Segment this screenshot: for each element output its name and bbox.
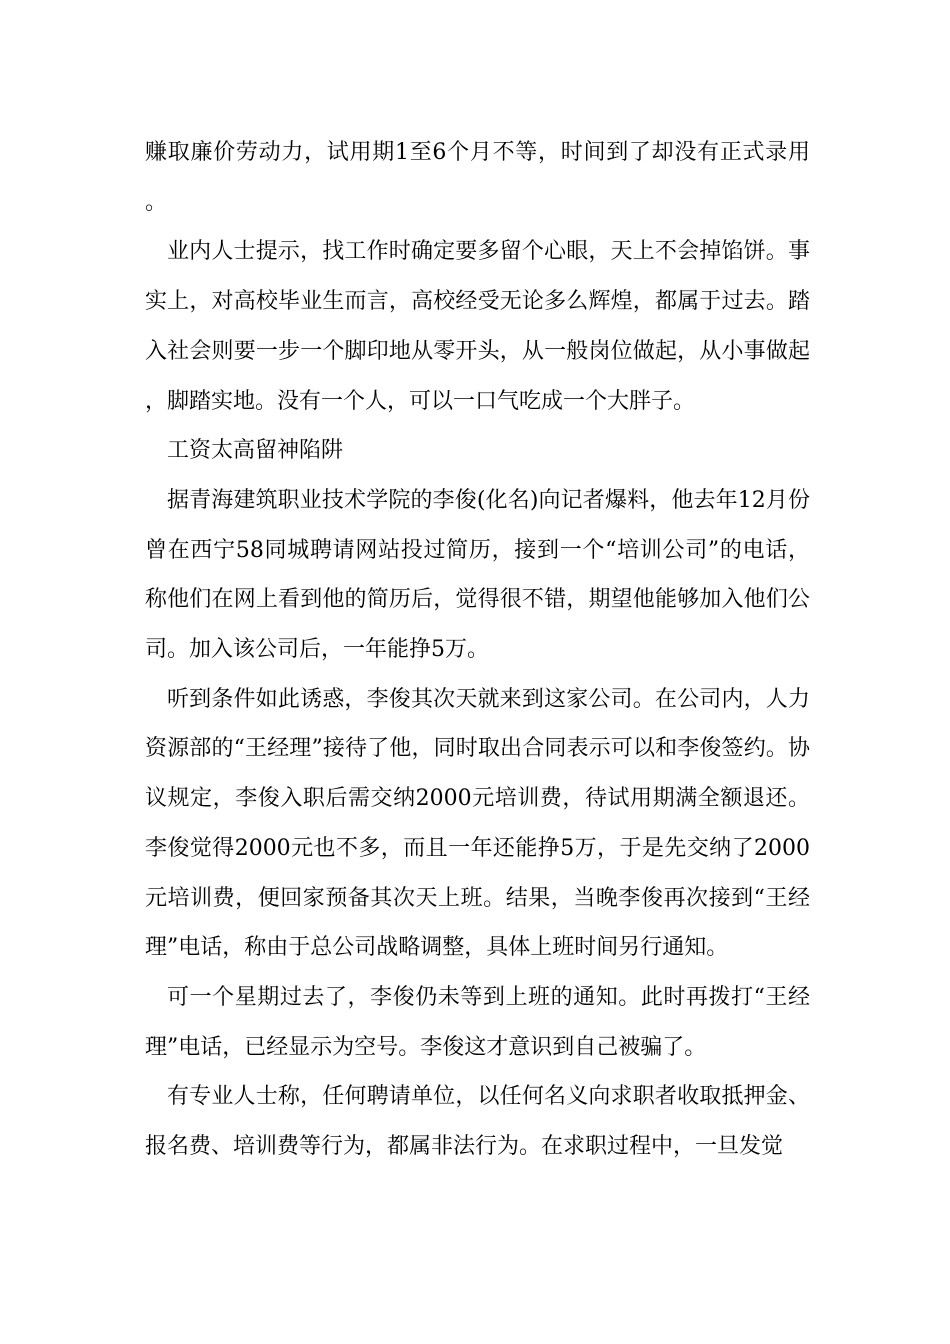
document-body <box>145 128 810 1172</box>
paragraph-4: 听到条件如此诱惑，李俊其次天就来到这家公司。在公司内，人力资源部的“王经理”接待了他，同时取出合同表示可以和李俊签约。协议规定，李俊入职后需交纳2000元培训费，待试用期满全额退还。李俊觉得2000元也不多，而且一年还能挣5万，于是先交纳了2000元培训费，便回家预备其次天上班。结果，当晚李俊再次接到“王经理”电话，称由于总公司战略调整，具体上班时间另行通知。 <box>145 686 810 961</box>
paragraph-2: 业内人士提示，找工作时确定要多留个心眼，天上不会掉馅饼。事实上，对高校毕业生而言，高校经受无论多么辉煌，都属于过去。踏入社会则要一步一个脚印地从零开头，从一般岗位做起，从小事做起，脚踏实地。没有一个人，可以一口气吃成一个大胖子。 <box>145 239 810 414</box>
paragraph-3: 据青海建筑职业技术学院的李俊(化名)向记者爆料，他去年12月份曾在西宁58同城聘请网站投过简历，接到一个“培训公司”的电话，称他们在网上看到他的简历后，觉得很不错，期望他能够加入他们公司。加入该公司后，一年能挣5万。 <box>145 487 810 663</box>
paragraph-1: 赚取廉价劳动力，试用期1至6个月不等，时间到了却没有正式录用。 <box>145 140 810 215</box>
section-heading: 工资太高留神陷阱 <box>167 438 344 464</box>
paragraph-5: 可一个星期过去了，李俊仍未等到上班的通知。此时再拨打“王经理”电话，已经显示为空号。李俊这才意识到自己被骗了。 <box>145 984 810 1060</box>
paragraph-6: 有专业人士称，任何聘请单位，以任何名义向求职者收取抵押金、报名费、培训费等行为，都属非法行为。在求职过程中，一旦发觉 <box>145 1084 810 1160</box>
